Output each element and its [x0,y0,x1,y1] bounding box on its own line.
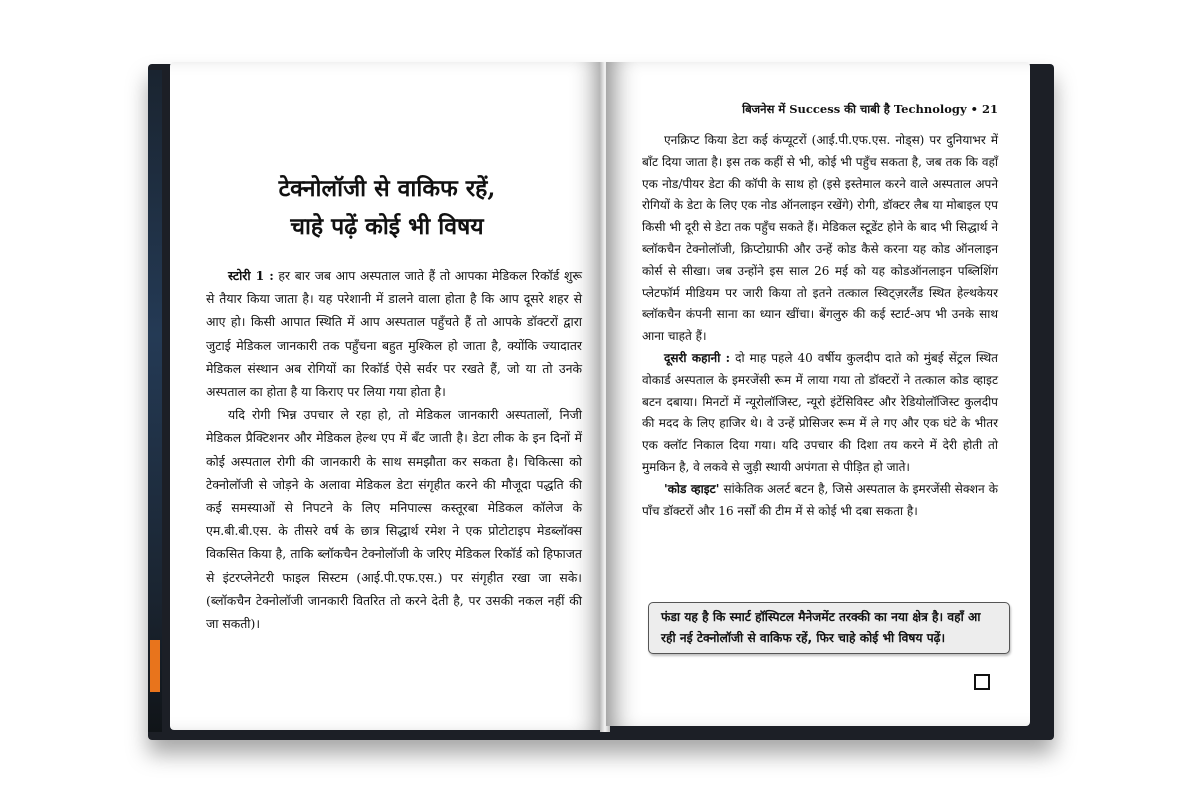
right-page [606,62,1030,726]
right-paragraph-3 [642,479,998,523]
code-white-text: सांकेतिक अलर्ट बटन है, जिसे अस्पताल के इमरजेंसी सेक्शन के पाँच डॉक्टरों और 16 नर्सों की टीम में से कोई भी दबा सकता है। [642,481,998,518]
code-white-quote: 'कोड व्हाइट' [664,481,720,496]
funda-callout-box: फंडा यह है कि स्मार्ट हॉस्पिटल मैनेजमेंट तरक्की का नया क्षेत्र है। वहाँ आ रही नई टेक्नोलॉजी से वाकिफ रहें, फिर चाहे कोई भी विषय पढ़ें। [648,602,1010,654]
story1-paragraph [206,264,582,403]
chapter-title [170,170,604,246]
story2-text: दो माह पहले 40 वर्षीय कुलदीप दाते को मुंबई सेंट्रल स्थित वोकार्ड अस्पताल के इमरजेंसी रूम में लाया गया तो डॉक्टरों ने तत्काल कोड व्हाइट बटन दबाया। मिनटों में न्यूरोलॉजिस्ट, न्यूरो इंटेंसिविस्ट और रेडियोलॉजिस्ट कुलदीप की मदद के लिए हाजिर थे। वे उन्हें प्रोसिजर रूम में ले गए और एक घंटे के भीतर एक क्लॉट निकाल दिया गया। यदि उपचार की दिशा तय करने में देरी होती तो मुमकिन है, वे लकवे से जुड़ी स्थायी अपंगता से पीड़ित हो जाते। [642,350,998,474]
left-paragraph-2: यदि रोगी भिन्न उपचार ले रहा हो, तो मेडिकल जानकारी अस्पतालों, निजी मेडिकल प्रैक्टिशनर और मेडिकल हेल्थ एप में बँट जाती है। डेटा लीक के इन दिनों में कोई अस्पताल रोगी की जानकारी के साथ समझौता कर सकता है। चिकित्सा को टेक्नोलॉजी से जोड़ने के अलावा मेडिकल डेटा संगृहीत करने की मौजूदा पद्धति की कई समस्याओं से निपटने के लिए मनिपाल्स कस्तूरबा मेडिकल कॉलेज के एम.बी.बी.एस. के तीसरे वर्ष के छात्र सिद्धार्थ रमेश ने एक प्रोटोटाइप मेडब्लॉक्स विकसित किया है, ताकि ब्लॉकचैन टेक्नोलॉजी के जरिए मेडिकल रिकॉर्ड को हिफाजत से इंटरप्लेनेटरी फाइल सिस्टम (आई.पी.एफ.एस.) पर संगृहीत रखा जा सके। (ब्लॉकचैन टेक्नोलॉजी जानकारी वितरित तो करने देती है, पर उसकी नकल नहीं की जा सकती)। [206,407,582,632]
story1-lead: स्टोरी 1 : [228,268,274,283]
left-body-text [206,264,582,635]
left-page [170,62,604,730]
cover-accent-tab [150,640,160,692]
story1-text: हर बार जब आप अस्पताल जाते हैं तो आपका मेडिकल रिकॉर्ड शुरू से तैयार किया जाता है। यह परेशानी में डालने वाला होता है कि आप दूसरे शहर से आए हो। किसी आपात स्थिति में आप अस्पताल पहुँचते हैं तो आपके डॉक्टरों द्वारा जुटाई मेडिकल जानकारी तक पहुँचना बहुत मुश्किल हो जाता है, क्योंकि ज्यादातर मेडिकल संस्थान अब रोगियों का रिकॉर्ड ऐसे सर्वर पर रखते हैं, जो या तो उनके अस्पताल का होता है या किराए पर लिया गया होता है। [206,268,583,400]
chapter-title-line-1: टेक्नोलॉजी से वाकिफ रहें, [278,175,496,202]
running-head: बिजनेस में Success की चाबी है Technology • 21 [742,102,998,116]
story2-lead: दूसरी कहानी : [664,350,731,365]
right-body-text [642,130,998,522]
right-paragraph-1: एनक्रिप्ट किया डेटा कई कंप्यूटरों (आई.पी.एफ.एस. नोड्स) पर दुनियाभर में बाँट दिया जाता है। इस तक कहीं से भी, कोई भी पहुँच सकता है, जब तक कि वहाँ एक नोड/पीयर डेटा की कॉपी के साथ हो (इसे इस्तेमाल करने वाले अस्पताल अपने रोगियों के डेटा के लिए एक नोड ऑनलाइन रखेंगे) रोगी, डॉक्टर लैब या मोबाइल एप किसी भी दूरी से डेटा तक पहुँच सकते हैं। मेडिकल स्टूडेंट होने के बाद भी सिद्धार्थ ने ब्लॉकचैन टेक्नोलॉजी, क्रिप्टोग्राफी और उन्हें कोड कैसे करना यह कोड ऑनलाइन कोर्स से सीखा। जब उन्होंने इस साल 26 मई को यह कोडऑनलाइन पब्लिशिंग प्लेटफॉर्म मीडियम पर जारी किया तो इतने तत्काल स्विट्ज़रलैंड स्थित हेल्थकेयर ब्लॉकचैन कंपनी साना का ध्यान खींचा। बेंगलुरु की कई स्टार्ट-अप भी उनके साथ आना चाहते हैं। [642,133,998,344]
story2-paragraph [642,348,998,479]
chapter-title-line-2: चाहे पढ़ें कोई भी विषय [290,213,484,240]
cover-spine-strip [148,70,162,732]
end-of-section-square-icon [974,674,990,690]
